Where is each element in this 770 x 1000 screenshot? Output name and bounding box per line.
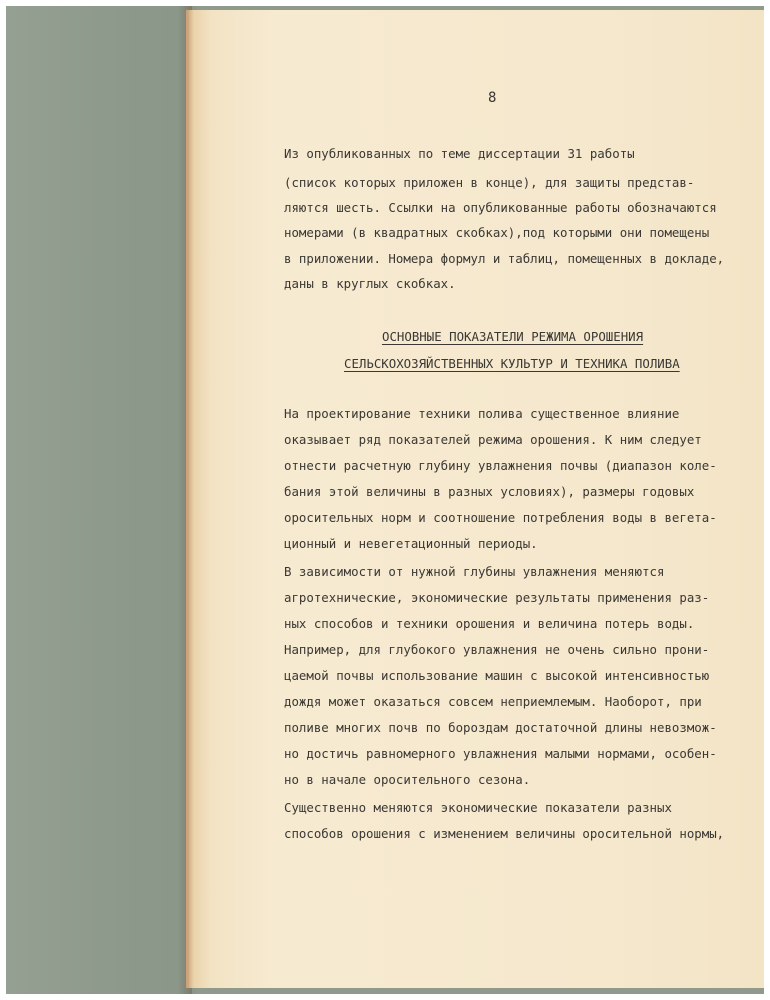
- text-line: агротехнические, экономические результаты применения раз-: [284, 590, 710, 605]
- text-line: ляются шесть. Ссылки на опубликованные работы обозначаются: [284, 200, 717, 215]
- text-line: оказывает ряд показателей режима орошения. К ним следует: [284, 432, 702, 447]
- heading-line-1: ОСНОВНЫЕ ПОКАЗАТЕЛИ РЕЖИМА ОРОШЕНИЯ: [382, 329, 644, 344]
- background-cover: [6, 6, 196, 994]
- text-line: но в начале оросительного сезона.: [284, 772, 531, 787]
- text-line: Например, для глубокого увлажнения не очень сильно прони-: [284, 642, 710, 657]
- text-line: ных способов и техники орошения и величина потерь воды.: [284, 616, 695, 631]
- text-line: оросительных норм и соотношение потребления воды в вегета-: [284, 510, 717, 525]
- heading-line-2: СЕЛЬСКОХОЗЯЙСТВЕННЫХ КУЛЬТУР И ТЕХНИКА ПОЛИВА: [344, 356, 680, 371]
- text-line: поливе многих почв по бороздам достаточной длины невозмож-: [284, 720, 717, 735]
- text-line: Из опубликованных по теме диссертации 31 работы: [284, 146, 635, 161]
- text-line: дождя может оказаться совсем неприемлемым. Наоборот, при: [284, 694, 702, 709]
- text-line: Существенно меняются экономические показатели разных: [284, 800, 672, 815]
- text-line: цаемой почвы использование машин с высокой интенсивностью: [284, 668, 710, 683]
- text-line: бания этой величины в разных условиях), размеры годовых: [284, 484, 695, 499]
- page-number: 8: [488, 90, 497, 106]
- text-line: отнести расчетную глубину увлажнения почвы (диапазон коле-: [284, 458, 717, 473]
- text-line: но достичь равномерного увлажнения малыми нормами, особен-: [284, 746, 717, 761]
- text-line: (список которых приложен в конце), для защиты представ-: [284, 175, 695, 190]
- text-line: номерами (в квадратных скобках),под которыми они помещены: [284, 225, 710, 240]
- text-line: способов орошения с изменением величины оросительной нормы,: [284, 826, 725, 841]
- text-line: На проектирование техники полива существенное влияние: [284, 406, 680, 421]
- page-edge: [186, 10, 194, 988]
- text-line: В зависимости от нужной глубины увлажнения меняются: [284, 564, 665, 579]
- text-line: в приложении. Номера формул и таблиц, помещенных в докладе,: [284, 251, 725, 266]
- text-line: ционный и невегетационный периоды.: [284, 536, 538, 551]
- text-line: даны в круглых скобках.: [284, 276, 456, 291]
